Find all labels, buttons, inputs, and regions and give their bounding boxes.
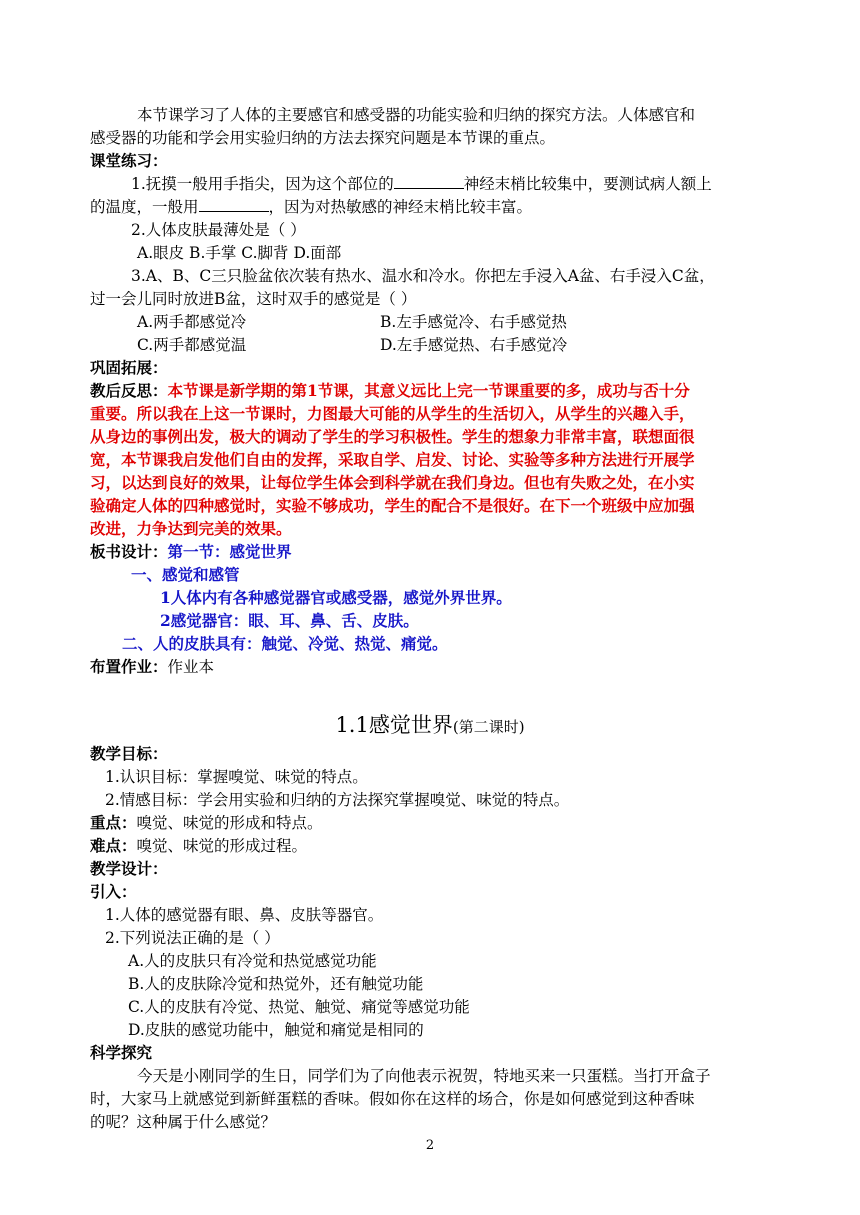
difficulty-line [90,835,307,857]
board-item-1-1: 1人体内有各种感觉器官或感受器，感觉外界世界。 [160,588,512,607]
key-point-text: 嗅觉、味觉的形成和特点。 [136,814,323,832]
lesson-title-main: 1.1感觉世界 [335,713,453,737]
practice-q3-option-c: C.两手都感觉温 [137,336,247,354]
reflection-line-5: 习，以达到良好的效果，让每位学生体会到科学就在我们身边。但也有失败之处，在小实 [90,473,695,492]
reflection-line-7: 改进，力争达到完美的效果。 [90,519,292,538]
practice-heading: 课堂练习： [90,151,168,170]
practice-q1-text-d: ，因为对热敏感的神经末梢比较丰富。 [268,198,533,216]
board-item-1: 一、感觉和感管 [131,565,240,584]
practice-q3-option-a: A.两手都感觉冷 [137,313,247,331]
intro-item-1: 1.人体的感觉器有眼、鼻、皮肤等器官。 [105,906,384,924]
difficulty-heading: 难点： [90,836,137,855]
homework-line [90,656,214,678]
intro-option-b: B.人的皮肤除冷觉和热觉外，还有触觉功能 [128,975,424,993]
practice-q3-line1: 3.A、B、C三只脸盆依次装有热水、温水和冷水。你把左手浸入A盆、右手浸入C盆， [131,267,715,285]
homework-text: 作业本 [167,658,215,676]
homework-heading: 布置作业： [90,657,168,676]
explore-line-1: 今天是小刚同学的生日，同学们为了向他表示祝贺，特地买来一只蛋糕。当打开盒子 [137,1067,711,1085]
intro-heading: 引入： [90,882,137,901]
goals-heading: 教学目标： [90,744,168,763]
lesson-title-sub: (第二课时) [452,718,525,736]
page-number: 2 [425,1138,435,1153]
consolidate-heading: 巩固拓展： [90,358,168,377]
intro-option-c: C.人的皮肤有冷觉、热觉、触觉、痛觉等感觉功能 [128,998,470,1016]
goal-2: 2.情感目标：学会用实验和归纳的方法探究掌握嗅觉、味觉的特点。 [105,791,570,809]
practice-q3-option-b: B.左手感觉冷、右手感觉热 [380,313,567,331]
reflection-text-1: 本节课是新学期的第1节课，其意义远比上完一节课重要的多，成功与否十分 [167,381,690,400]
board-title: 第一节：感觉世界 [167,542,292,561]
practice-q3-option-d: D.左手感觉热、右手感觉冷 [380,336,568,354]
key-point-line [90,812,323,834]
practice-q1-text-c: 的温度，一般用 [90,198,199,216]
practice-q2-options: A.眼皮 B.手掌 C.脚背 D.面部 [137,244,342,262]
practice-q1-text-b: 神经末梢比较集中，要测试病人额上 [463,175,712,193]
design-heading: 教学设计： [90,859,168,878]
answer-blank [199,197,269,212]
explore-line-2: 时，大家马上就感觉到新鲜蛋糕的香味。假如你在这样的场合，你是如何感觉到这种香味 [90,1090,695,1108]
board-design-line [90,541,292,563]
practice-q1-line1 [131,173,712,195]
practice-q3-line2: 过一会儿同时放进B盆，这时双手的感觉是（ ） [90,290,417,308]
practice-q2: 2.人体皮肤最薄处是（ ） [131,221,306,239]
reflection-line-3: 从身边的事例出发，极大的调动了学生的学习积极性。学生的想象力非常丰富，联想面很 [90,427,695,446]
practice-q1-text-a: 1.抚摸一般用手指尖，因为这个部位的 [131,175,394,193]
practice-q1-line2 [90,196,532,218]
board-heading: 板书设计： [90,542,168,561]
intro-option-a: A.人的皮肤只有冷觉和热觉感觉功能 [128,952,377,970]
board-item-2: 二、人的皮肤具有：触觉、冷觉、热觉、痛觉。 [122,634,448,653]
intro-option-d: D.皮肤的感觉功能中，触觉和痛觉是相同的 [128,1021,424,1039]
intro-line-1: 本节课学习了人体的主要感官和感受器的功能实验和归纳的探究方法。人体感官和 [137,106,696,124]
intro-line-2: 感受器的功能和学会用实验归纳的方法去探究问题是本节课的重点。 [90,129,556,147]
reflection-line-4: 宽，本节课我启发他们自由的发挥，采取自学、启发、讨论、实验等多种方法进行开展学 [90,450,695,469]
reflection-line-6: 验确定人体的四种感觉时，实验不够成功，学生的配合不是很好。在下一个班级中应加强 [90,496,695,515]
goal-1: 1.认识目标：掌握嗅觉、味觉的特点。 [105,768,368,786]
lesson-title [0,711,860,741]
key-point-heading: 重点： [90,813,137,832]
reflection-heading: 教后反思： [90,381,168,400]
explore-heading: 科学探究 [90,1043,153,1062]
answer-blank [394,174,464,189]
reflection-line-2: 重要。所以我在上这一节课时，力图最大可能的从学生的生活切入，从学生的兴趣入手， [90,404,695,423]
explore-line-3: 的呢？这种属于什么感觉？ [90,1113,277,1131]
intro-item-2: 2.下列说法正确的是（ ） [105,929,280,947]
difficulty-text: 嗅觉、味觉的形成过程。 [136,837,308,855]
reflection-line-1 [90,380,690,402]
board-item-1-2: 2感觉器官：眼、耳、鼻、舌、皮肤。 [160,611,419,630]
